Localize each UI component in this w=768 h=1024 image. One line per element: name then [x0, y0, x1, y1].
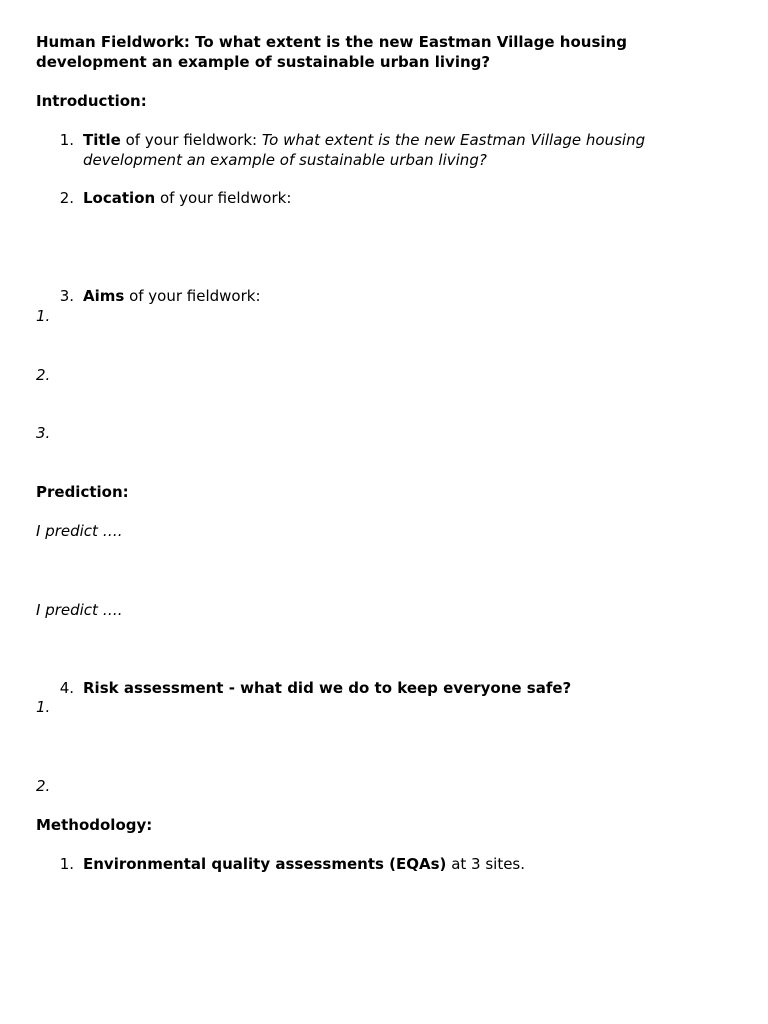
list-text — [83, 855, 525, 875]
location-text: of your fieldwork: — [155, 189, 292, 207]
location-label: Location — [83, 189, 156, 207]
risk-label: Risk assessment - what did we do to keep everyone safe? — [83, 679, 572, 697]
eqa-text: at 3 sites. — [446, 855, 526, 873]
title-question-line-1: To what extent is the new Eastman Village housing — [261, 131, 646, 149]
aim-1: 1. — [36, 307, 51, 325]
title-question-line-2: development an example of sustainable urban living? — [83, 150, 487, 169]
methodology-heading: Methodology: — [36, 816, 153, 834]
list-number: 1. — [59, 131, 74, 149]
aim-2: 2. — [36, 366, 51, 384]
title-line-2: development an example of sustainable urban living? — [36, 52, 491, 71]
prediction-2: I predict …. — [36, 601, 123, 619]
aims-text: of your fieldwork: — [124, 287, 261, 305]
risk-2: 2. — [36, 777, 51, 795]
title-line-1: Human Fieldwork: To what extent is the new Eastman Village housing — [36, 33, 627, 51]
list-number: 2. — [59, 189, 74, 207]
list-number: 1. — [59, 855, 74, 873]
aims-label: Aims — [83, 287, 125, 305]
prediction-1: I predict …. — [36, 522, 123, 540]
list-number: 3. — [59, 287, 74, 305]
eqa-label: Environmental quality assessments (EQAs) — [83, 855, 447, 873]
prediction-heading: Prediction: — [36, 483, 129, 501]
list-number: 4. — [59, 679, 74, 697]
aim-3: 3. — [36, 424, 51, 442]
risk-1: 1. — [36, 698, 51, 716]
title-text: of your fieldwork: — [120, 131, 262, 149]
document-title — [36, 33, 627, 72]
title-label: Title — [83, 131, 121, 149]
list-text — [83, 287, 261, 307]
introduction-heading: Introduction: — [36, 92, 147, 110]
list-text — [83, 131, 645, 151]
list-text — [83, 189, 291, 209]
